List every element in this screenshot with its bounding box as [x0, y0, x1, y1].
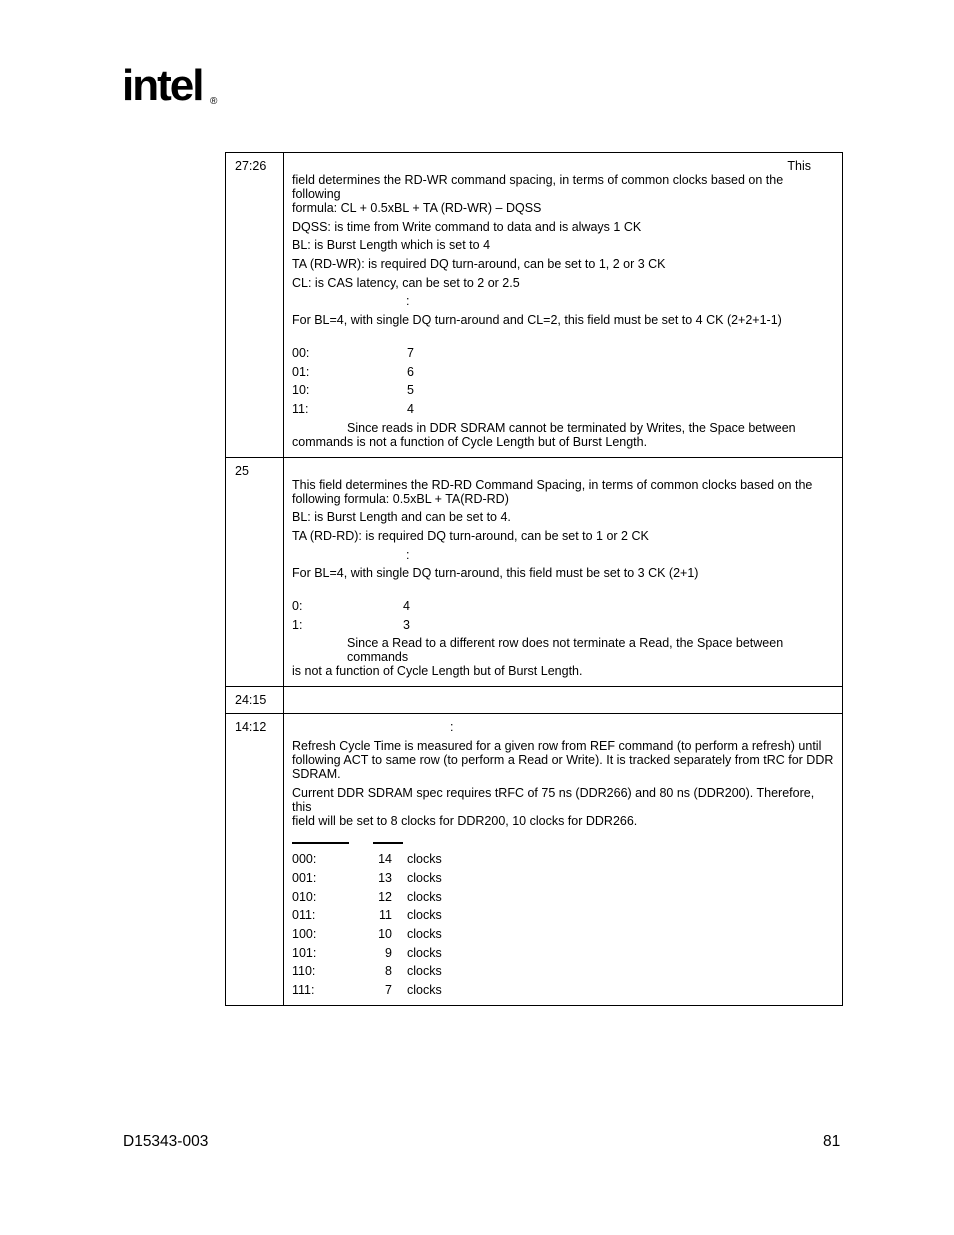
- table-row: [226, 687, 843, 714]
- description-cell: [284, 687, 843, 714]
- value-row: 000: 14 clocks: [292, 852, 442, 867]
- description-cell: : Refresh Cycle Time is measured for a given row from REF command (to perform a refresh) until following ACT to same row (to perform a Read or Write). It is tracked separately from tRC for DDR SDRAM. Current DDR SDRAM spec requires tRFC of 75 ns (DDR266) and 80 ns (DDR200). Therefore, this field will be set to 8 clocks for DDR200, 10 clocks for DDR266. 000: 14 clocks 001: 13 clocks 010: 12 clocks 011: 11 clocks 100: 10 clocks 101: 9 clocks 110: 8 clocks 111: 7 clocks: [284, 714, 843, 1006]
- bit-range: 27:26: [226, 153, 284, 458]
- table-row: [226, 153, 843, 458]
- value-row: 0: 4: [292, 599, 410, 613]
- description-cell: This field determines the RD-RD Command Spacing, in terms of common clocks based on the following formula: 0.5xBL + TA(RD-RD) BL: is Burst Length and can be set to 4. TA (RD-RD): is required DQ turn-around, can be set to 1 or 2 CK : For BL=4, with single DQ turn-around, this field must be set to 3 CK (2+1) 0: 4 1: 3 Since a Read to a different row does not terminate a Read, the Space between commands is not a function of Cycle Length but of Burst Length.: [284, 457, 843, 687]
- value-row: 110: 8 clocks: [292, 964, 442, 979]
- intel-logo: [122, 56, 222, 120]
- document-id: D15343-003: [123, 1133, 209, 1150]
- value-row: 11: 4: [292, 401, 414, 416]
- bit-range: 24:15: [226, 687, 284, 714]
- value-row: 001: 13 clocks: [292, 870, 442, 885]
- page-number: 81: [823, 1133, 841, 1150]
- svg-text:®: ®: [210, 96, 218, 107]
- value-row: 01: 6: [292, 364, 414, 379]
- svg-text:intel: intel: [122, 61, 203, 110]
- value-row: 101: 9 clocks: [292, 945, 442, 960]
- description-cell: This field determines the RD-WR command spacing, in terms of common clocks based on the following formula: CL + 0.5xBL + TA (RD-WR) – DQSS DQSS: is time from Write command to data and is always 1 CK BL: is Burst Length which is set to 4 TA (RD-WR): is required DQ turn-around, can be set to 1, 2 or 3 CK CL: is CAS latency, can be set to 2 or 2.5 : For BL=4, with single DQ turn-around and CL=2, this field must be set to 4 CK (2+2+1-1) 00: 7 01: 6 10: 5 11: 4 Since reads in DDR SDRAM cannot be terminated by Writes, the Space between commands is not a function of Cycle Length but of Burst Length.: [284, 153, 843, 458]
- value-row: 100: 10 clocks: [292, 926, 442, 941]
- bit-range: 25: [226, 457, 284, 687]
- value-row: 111: 7 clocks: [292, 982, 442, 997]
- value-row: 1: 3: [292, 617, 410, 632]
- table-row: [226, 457, 843, 687]
- value-row: 011: 11 clocks: [292, 908, 442, 923]
- table-row: [226, 714, 843, 1006]
- value-row: 10: 5: [292, 383, 414, 398]
- value-row: 010: 12 clocks: [292, 889, 442, 904]
- value-row: 00: 7: [292, 345, 414, 360]
- bit-range: 14:12: [226, 714, 284, 1006]
- register-table: [225, 152, 843, 1006]
- column-header-rules: [292, 832, 834, 847]
